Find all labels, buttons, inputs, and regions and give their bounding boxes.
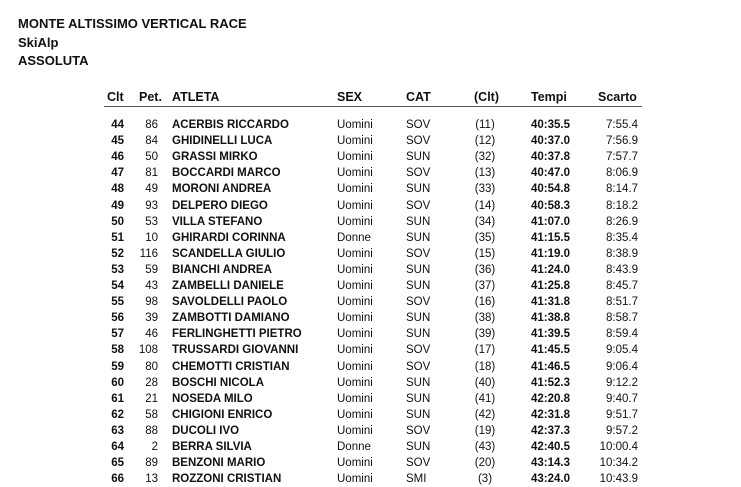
gap-cell: 9:06.4 (606, 360, 638, 373)
time-cell: 40:54.8 (530, 183, 570, 196)
table-row (0, 439, 741, 455)
bib-cell: 59 (145, 263, 158, 276)
rank-cell: 48 (111, 183, 124, 196)
category-rank-cell: (18) (474, 360, 496, 373)
bib-cell: 88 (145, 424, 158, 437)
category-cell: SUN (406, 441, 431, 453)
rank-cell: 62 (111, 408, 124, 421)
gap-cell: 8:18.2 (606, 199, 638, 212)
athlete-name-cell: ZAMBOTTI DAMIANO (172, 312, 290, 325)
time-cell: 42:31.8 (530, 408, 570, 421)
time-cell: 40:35.5 (530, 119, 570, 131)
rank-cell: 54 (111, 280, 124, 292)
gap-cell: 8:59.4 (606, 328, 638, 341)
bib-cell: 86 (145, 119, 158, 131)
sex-cell: Uomini (337, 328, 373, 341)
athlete-name-cell: GHIRARDI CORINNA (172, 231, 286, 244)
category-rank-cell: (19) (474, 424, 496, 437)
rank-cell: 55 (111, 296, 124, 309)
sex-cell: Uomini (337, 312, 373, 325)
athlete-name-cell: GHIDINELLI LUCA (172, 135, 273, 148)
time-cell: 41:31.8 (530, 296, 570, 309)
sex-cell: Uomini (337, 408, 373, 421)
sex-cell: Uomini (337, 135, 373, 148)
rank-cell: 47 (111, 167, 124, 180)
category-rank-cell: (12) (474, 135, 496, 148)
athlete-name-cell: BERRA SILVIA (172, 441, 252, 453)
table-row (0, 423, 741, 439)
rank-cell: 49 (111, 199, 124, 212)
category-cell: SOV (406, 199, 431, 212)
bib-cell: 89 (145, 457, 158, 470)
time-cell: 41:45.5 (530, 344, 570, 357)
gap-cell: 8:58.7 (606, 312, 638, 325)
column-header-atleta: ATLETA (172, 90, 220, 104)
column-header-sex: SEX (337, 90, 363, 104)
athlete-name-cell: MORONI ANDREA (172, 183, 272, 196)
gap-cell: 7:56.9 (606, 135, 638, 148)
athlete-name-cell: NOSEDA MILO (172, 392, 253, 405)
race-title: MONTE ALTISSIMO VERTICAL RACE (18, 16, 247, 31)
category-rank-cell: (36) (474, 263, 496, 276)
gap-cell: 8:35.4 (606, 231, 638, 244)
category-label: ASSOLUTA (18, 53, 89, 68)
category-cell: SOV (406, 296, 431, 309)
sex-cell: Donne (337, 231, 371, 244)
gap-cell: 8:43.9 (606, 263, 638, 276)
athlete-name-cell: SCANDELLA GIULIO (172, 247, 286, 260)
sex-cell: Uomini (337, 119, 373, 131)
sex-cell: Uomini (337, 280, 373, 292)
category-cell: SUN (406, 231, 431, 244)
athlete-name-cell: BOCCARDI MARCO (172, 167, 281, 180)
gap-cell: 9:51.7 (606, 408, 638, 421)
athlete-name-cell: CHEMOTTI CRISTIAN (172, 360, 290, 373)
bib-cell: 39 (145, 312, 158, 325)
category-cell: SUN (406, 215, 431, 228)
category-rank-cell: (3) (477, 473, 493, 486)
rank-cell: 64 (111, 441, 124, 453)
category-rank-cell: (15) (474, 247, 496, 260)
table-row (0, 294, 741, 310)
athlete-name-cell: TRUSSARDI GIOVANNI (172, 344, 299, 357)
rank-cell: 44 (111, 119, 124, 131)
category-rank-cell: (37) (474, 280, 496, 292)
bib-cell: 80 (145, 360, 158, 373)
time-cell: 40:58.3 (530, 199, 570, 212)
gap-cell: 9:57.2 (606, 424, 638, 437)
rank-cell: 50 (111, 215, 124, 228)
category-rank-cell: (35) (474, 231, 496, 244)
sex-cell: Uomini (337, 263, 373, 276)
rank-cell: 60 (111, 376, 124, 389)
category-cell: SUN (406, 392, 431, 405)
category-cell: SOV (406, 344, 431, 357)
category-cell: SOV (406, 135, 431, 148)
bib-cell: 93 (145, 199, 158, 212)
time-cell: 42:37.3 (530, 424, 570, 437)
athlete-name-cell: VILLA STEFANO (172, 215, 263, 228)
bib-cell: 108 (138, 344, 158, 357)
table-row (0, 407, 741, 423)
time-cell: 40:47.0 (530, 167, 570, 180)
athlete-name-cell: ACERBIS RICCARDO (172, 119, 289, 131)
category-rank-cell: (14) (474, 199, 496, 212)
athlete-name-cell: BENZONI MARIO (172, 457, 266, 470)
sex-cell: Uomini (337, 215, 373, 228)
table-row (0, 246, 741, 262)
sex-cell: Uomini (337, 376, 373, 389)
time-cell: 42:40.5 (530, 441, 570, 453)
table-row (0, 198, 741, 214)
gap-cell: 7:57.7 (606, 151, 638, 164)
category-cell: SUN (406, 151, 431, 164)
sex-cell: Uomini (337, 247, 373, 260)
rank-cell: 63 (111, 424, 124, 437)
category-cell: SUN (406, 328, 431, 341)
sex-cell: Uomini (337, 424, 373, 437)
bib-cell: 81 (145, 167, 158, 180)
category-rank-cell: (11) (475, 119, 495, 131)
rank-cell: 56 (111, 312, 124, 325)
bib-cell: 116 (139, 247, 158, 260)
category-cell: SMI (406, 473, 427, 486)
category-rank-cell: (34) (474, 215, 496, 228)
category-rank-cell: (13) (474, 167, 496, 180)
table-row (0, 455, 741, 471)
table-row (0, 262, 741, 278)
table-row (0, 359, 741, 375)
table-row (0, 326, 741, 342)
bib-cell: 43 (145, 280, 158, 292)
rank-cell: 57 (111, 328, 124, 341)
athlete-name-cell: DELPERO DIEGO (172, 199, 268, 212)
category-rank-cell: (32) (474, 151, 496, 164)
rank-cell: 52 (111, 247, 124, 260)
gap-cell: 10:34.2 (599, 457, 638, 470)
category-rank-cell: (41) (474, 392, 496, 405)
category-rank-cell: (17) (474, 344, 496, 357)
sex-cell: Uomini (337, 151, 373, 164)
rank-cell: 45 (111, 135, 124, 148)
category-rank-cell: (39) (474, 328, 496, 341)
category-cell: SOV (406, 119, 431, 131)
column-header-tempi: Tempi (531, 90, 567, 104)
rank-cell: 66 (111, 473, 124, 486)
athlete-name-cell: SAVOLDELLI PAOLO (172, 296, 288, 309)
athlete-name-cell: CHIGIONI ENRICO (172, 408, 273, 421)
category-cell: SOV (406, 360, 431, 373)
rank-cell: 61 (111, 392, 124, 405)
rank-cell: 53 (111, 263, 124, 276)
category-rank-cell: (16) (474, 296, 496, 309)
athlete-name-cell: GRASSI MIRKO (172, 151, 258, 164)
category-rank-cell: (42) (474, 408, 496, 421)
athlete-name-cell: DUCOLI IVO (172, 424, 240, 437)
sex-cell: Uomini (337, 183, 373, 196)
table-row (0, 391, 741, 407)
bib-cell: 98 (145, 296, 158, 309)
bib-cell: 58 (145, 408, 158, 421)
athlete-name-cell: FERLINGHETTI PIETRO (172, 328, 302, 341)
bib-cell: 13 (145, 473, 158, 486)
header-divider (104, 106, 642, 107)
table-row (0, 310, 741, 326)
rank-cell: 58 (111, 344, 124, 357)
column-header-clt-cat: (Clt) (474, 90, 499, 104)
table-row (0, 230, 741, 246)
table-row (0, 133, 741, 149)
table-row (0, 471, 741, 487)
gap-cell: 8:38.9 (606, 247, 638, 260)
time-cell: 40:37.0 (530, 135, 570, 148)
category-rank-cell: (40) (474, 376, 496, 389)
bib-cell: 28 (145, 376, 158, 389)
time-cell: 41:24.0 (530, 263, 570, 276)
bib-cell: 21 (145, 392, 158, 405)
column-header-pet: Pet. (139, 90, 162, 104)
rank-cell: 51 (111, 231, 124, 244)
rank-cell: 59 (111, 360, 124, 373)
table-row (0, 165, 741, 181)
time-cell: 42:20.8 (530, 392, 570, 405)
sex-cell: Uomini (337, 392, 373, 405)
gap-cell: 8:26.9 (606, 215, 638, 228)
category-cell: SOV (406, 247, 431, 260)
category-rank-cell: (20) (474, 457, 496, 470)
sex-cell: Uomini (337, 344, 373, 357)
gap-cell: 10:00.4 (599, 441, 638, 453)
gap-cell: 8:51.7 (606, 296, 638, 309)
athlete-name-cell: BIANCHI ANDREA (172, 263, 272, 276)
sex-cell: Donne (337, 441, 371, 453)
discipline-label: SkiAlp (18, 35, 59, 50)
category-cell: SUN (406, 280, 431, 292)
gap-cell: 8:45.7 (606, 280, 638, 292)
rank-cell: 65 (111, 457, 124, 470)
column-header-clt: Clt (107, 90, 124, 104)
column-header-cat: CAT (406, 90, 431, 104)
bib-cell: 50 (145, 151, 158, 164)
gap-cell: 9:05.4 (606, 344, 638, 357)
gap-cell: 9:12.2 (606, 376, 638, 389)
rank-cell: 46 (111, 151, 124, 164)
sex-cell: Uomini (337, 296, 373, 309)
category-cell: SUN (406, 312, 431, 325)
gap-cell: 8:06.9 (606, 167, 638, 180)
sex-cell: Uomini (337, 457, 373, 470)
time-cell: 40:37.8 (530, 151, 570, 164)
gap-cell: 10:43.9 (599, 473, 638, 486)
time-cell: 41:15.5 (530, 231, 570, 244)
sex-cell: Uomini (337, 360, 373, 373)
sex-cell: Uomini (337, 199, 373, 212)
column-header-scarto: Scarto (598, 90, 637, 104)
time-cell: 41:25.8 (530, 280, 570, 292)
time-cell: 43:24.0 (530, 473, 570, 486)
bib-cell: 10 (145, 231, 158, 244)
bib-cell: 2 (151, 441, 158, 453)
category-rank-cell: (33) (474, 183, 496, 196)
time-cell: 43:14.3 (530, 457, 570, 470)
gap-cell: 7:55.4 (606, 119, 638, 131)
table-row (0, 149, 741, 165)
table-row (0, 181, 741, 197)
category-rank-cell: (38) (474, 312, 496, 325)
category-cell: SOV (406, 457, 431, 470)
table-row (0, 375, 741, 391)
athlete-name-cell: ZAMBELLI DANIELE (172, 280, 284, 292)
category-cell: SOV (406, 167, 431, 180)
athlete-name-cell: BOSCHI NICOLA (172, 376, 264, 389)
bib-cell: 53 (145, 215, 158, 228)
category-cell: SUN (406, 183, 431, 196)
category-cell: SOV (406, 424, 431, 437)
table-row (0, 342, 741, 358)
gap-cell: 9:40.7 (606, 392, 638, 405)
bib-cell: 46 (145, 328, 158, 341)
table-row (0, 214, 741, 230)
category-rank-cell: (43) (474, 441, 496, 453)
time-cell: 41:19.0 (530, 247, 570, 260)
category-cell: SUN (406, 376, 431, 389)
time-cell: 41:52.3 (530, 376, 570, 389)
table-row (0, 278, 741, 294)
category-cell: SUN (406, 408, 431, 421)
bib-cell: 84 (145, 135, 158, 148)
sex-cell: Uomini (337, 167, 373, 180)
athlete-name-cell: ROZZONI CRISTIAN (172, 473, 282, 486)
category-cell: SUN (406, 263, 431, 276)
bib-cell: 49 (145, 183, 158, 196)
time-cell: 41:46.5 (530, 360, 570, 373)
time-cell: 41:07.0 (530, 215, 570, 228)
time-cell: 41:38.8 (530, 312, 570, 325)
sex-cell: Uomini (337, 473, 373, 486)
time-cell: 41:39.5 (530, 328, 570, 341)
gap-cell: 8:14.7 (606, 183, 638, 196)
table-row (0, 117, 741, 133)
